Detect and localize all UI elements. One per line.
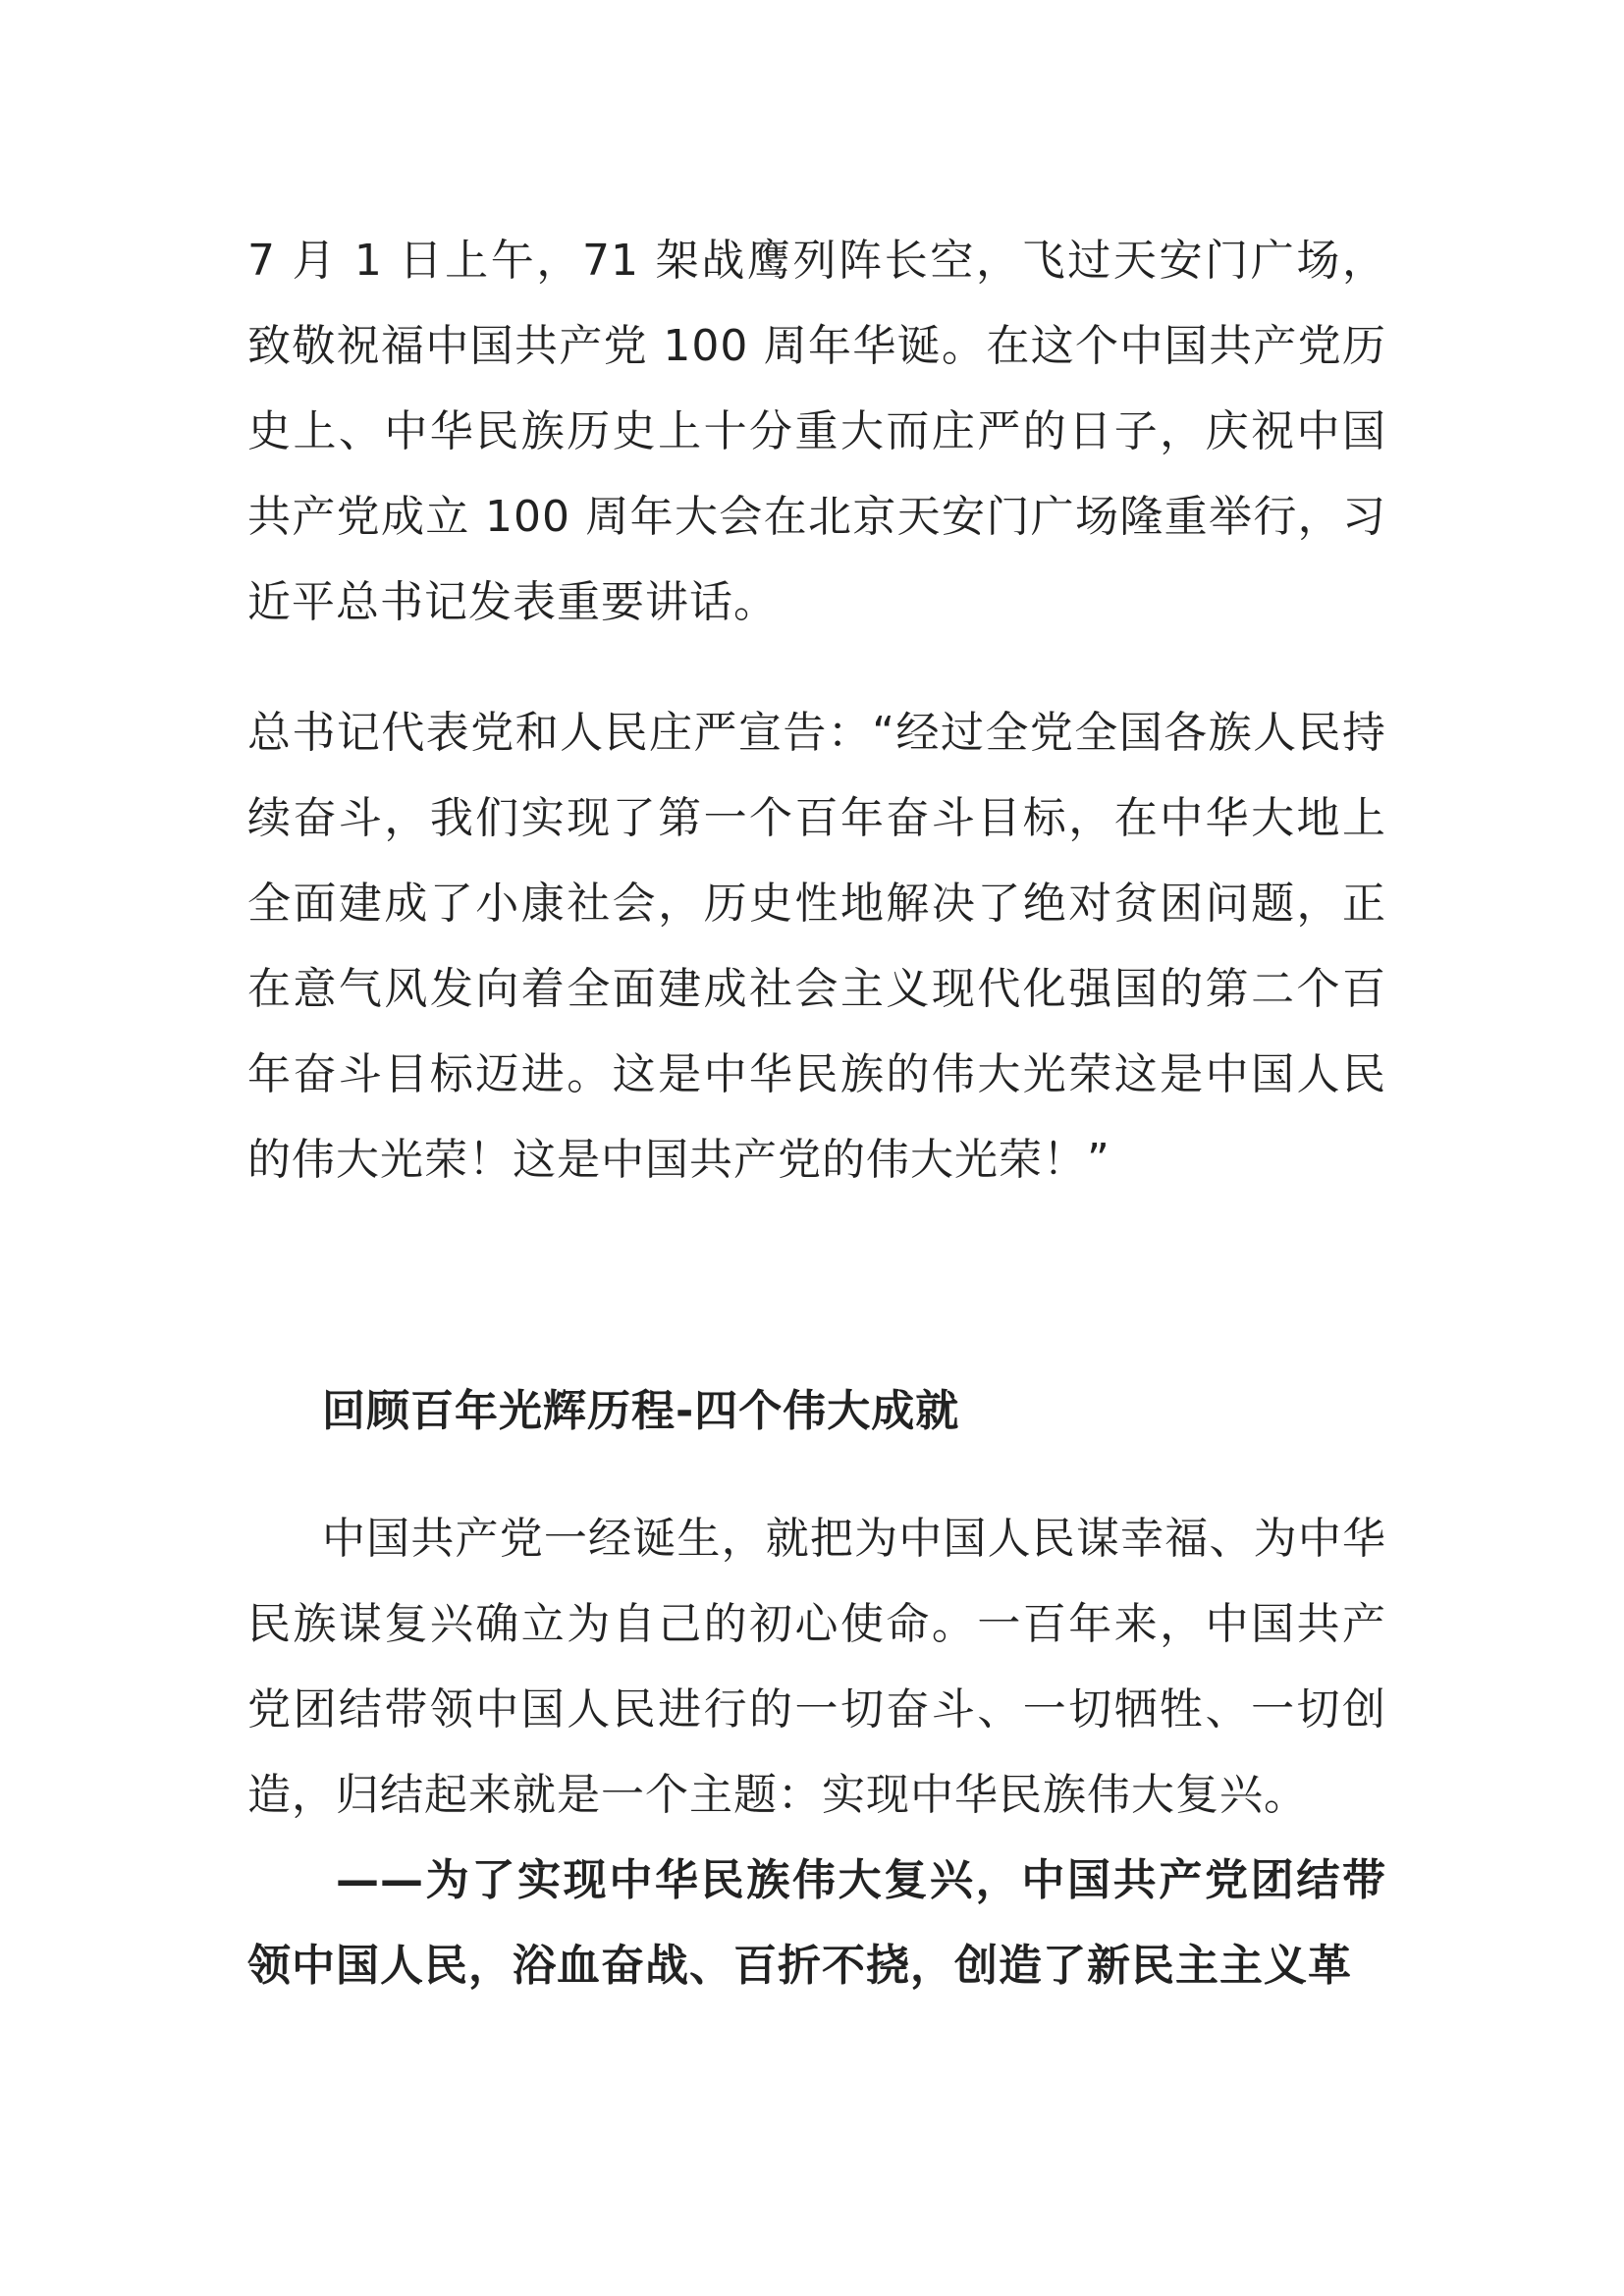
achievement-paragraph: ——为了实现中华民族伟大复兴，中国共产党团结带领中国人民，浴血奋战、百折不挠，创造了新民主主义革 <box>247 1855 1386 1991</box>
section-heading: 回顾百年光辉历程-四个伟大成就 <box>322 1386 960 1436</box>
mission-paragraph: 中国共产党一经诞生，就把为中国人民谋幸福、为中华民族谋复兴确立为自己的初心使命。一百年来，中国共产党团结带领中国人民进行的一切奋斗、一切牺牲、一切创造，归结起来就是一个主题：实现中华民族伟大复兴。 <box>247 1514 1386 1820</box>
declaration-paragraph: 总书记代表党和人民庄严宣告：“经过全党全国各族人民持续奋斗，我们实现了第一个百年奋斗目标，在中华大地上全面建成了小康社会，历史性地解决了绝对贫困问题，正在意气风发向着全面建成社会主义现代化强国的第二个百年奋斗目标迈进。这是中华民族的伟大光荣这是中国人民的伟大光荣！这是中国共产党的伟大光荣！” <box>247 708 1386 1185</box>
intro-paragraph: 7 月 1 日上午，71 架战鹰列阵长空，飞过天安门广场，致敬祝福中国共产党 100 周年华诞。在这个中国共产党历史上、中华民族历史上十分重大而庄严的日子，庆祝中国共产党成立 100 周年大会在北京天安门广场隆重举行，习近平总书记发表重要讲话。 <box>247 236 1386 627</box>
